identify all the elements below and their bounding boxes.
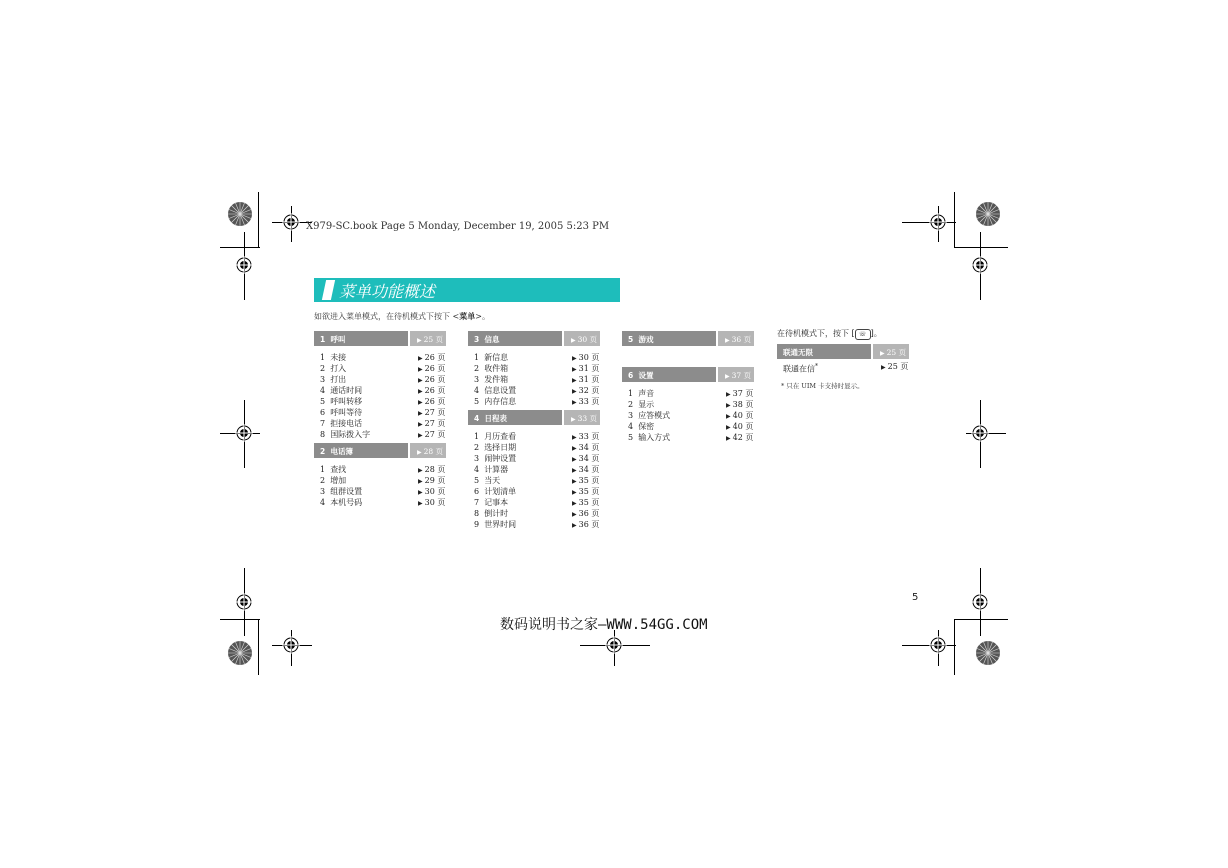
footnote: * 只在 UIM 卡支持时显示。 (781, 382, 864, 390)
list-item: 4 信息设置 ▶ 32 页 (474, 386, 600, 395)
list-item: 2 收件箱 ▶ 31 页 (474, 364, 600, 373)
menu-header (777, 344, 909, 359)
list-item: 5 内存信息 ▶ 33 页 (474, 397, 600, 406)
menu-block-unicom (777, 344, 909, 372)
menu-block-2 (314, 443, 446, 508)
play-triangle-icon: ▶ (418, 421, 423, 428)
phone-send-key-icon: ☏ (855, 329, 871, 340)
list-item: 7 记事本 ▶ 35 页 (474, 498, 600, 507)
list-item: 2 打入 ▶ 26 页 (320, 364, 446, 373)
play-triangle-icon: ▶ (418, 500, 423, 507)
book-file-info: X979-SC.book Page 5 Monday, December 19, 2005 5:23 PM (306, 221, 610, 232)
menu-items (777, 361, 909, 372)
play-triangle-icon: ▶ (418, 366, 423, 373)
play-triangle-icon: ▶ (726, 391, 731, 398)
list-item: 8 倒计时 ▶ 36 页 (474, 509, 600, 518)
menu-header (468, 410, 600, 425)
play-triangle-icon: ▶ (416, 449, 422, 456)
list-item: 7 拒接电话 ▶ 27 页 (320, 419, 446, 428)
play-triangle-icon: ▶ (726, 413, 731, 420)
list-item: 3 应答模式 ▶ 40 页 (628, 411, 754, 420)
menu-header (314, 443, 446, 458)
play-triangle-icon: ▶ (572, 434, 577, 441)
menu-header-title: 1 呼叫 (320, 335, 346, 344)
menu-items (468, 431, 600, 530)
play-triangle-icon: ▶ (572, 511, 577, 518)
play-triangle-icon: ▶ (572, 478, 577, 485)
list-item: 4 本机号码 ▶ 30 页 (320, 498, 446, 507)
list-item: 8 国际拨入字 ▶ 27 页 (320, 430, 446, 439)
menu-header-page: ▶ 33 页 (570, 414, 597, 423)
play-triangle-icon: ▶ (416, 337, 422, 344)
menu-header-page: ▶ 25 页 (879, 348, 906, 357)
play-triangle-icon: ▶ (724, 373, 730, 380)
menu-header (622, 367, 754, 382)
play-triangle-icon: ▶ (570, 416, 576, 423)
play-triangle-icon: ▶ (726, 402, 731, 409)
play-triangle-icon: ▶ (572, 388, 577, 395)
play-triangle-icon: ▶ (572, 456, 577, 463)
menu-items (622, 388, 754, 443)
menu-header-page: ▶ 30 页 (570, 335, 597, 344)
menu-header-title: 5 游戏 (628, 335, 654, 344)
list-item: 2 选择日期 ▶ 34 页 (474, 443, 600, 452)
play-triangle-icon: ▶ (572, 366, 577, 373)
list-item: 1 新信息 ▶ 30 页 (474, 353, 600, 362)
play-triangle-icon: ▶ (418, 377, 423, 384)
title-stripe (322, 280, 335, 300)
play-triangle-icon: ▶ (726, 435, 731, 442)
menu-header (468, 331, 600, 346)
play-triangle-icon: ▶ (572, 355, 577, 362)
menu-header-page: ▶ 25 页 (416, 335, 443, 344)
play-triangle-icon: ▶ (418, 478, 423, 485)
page-number: 5 (912, 592, 919, 603)
play-triangle-icon: ▶ (418, 467, 423, 474)
list-item: 1 声音 ▶ 37 页 (628, 389, 754, 398)
list-item: 2 增加 ▶ 29 页 (320, 476, 446, 485)
menu-block-6 (622, 367, 754, 443)
play-triangle-icon: ▶ (418, 388, 423, 395)
play-triangle-icon: ▶ (726, 424, 731, 431)
list-item: 6 计划清单 ▶ 35 页 (474, 487, 600, 496)
list-item: 5 输入方式 ▶ 42 页 (628, 433, 754, 442)
list-item: 3 打出 ▶ 26 页 (320, 375, 446, 384)
section-title-bar (314, 278, 620, 302)
play-triangle-icon: ▶ (418, 410, 423, 417)
section-title: 菜单功能概述 (339, 282, 436, 301)
play-triangle-icon: ▶ (724, 337, 730, 344)
list-item: 4 保密 ▶ 40 页 (628, 422, 754, 431)
play-triangle-icon: ▶ (572, 522, 577, 529)
menu-items (468, 352, 600, 407)
play-triangle-icon: ▶ (572, 500, 577, 507)
menu-header-page: ▶ 28 页 (416, 447, 443, 456)
play-triangle-icon: ▶ (572, 445, 577, 452)
menu-header-title: 2 电话簿 (320, 447, 353, 456)
list-item: 4 通话时间 ▶ 26 页 (320, 386, 446, 395)
watermark-text: 数码说明书之家—WWW.54GG.COM (500, 617, 708, 633)
play-triangle-icon: ▶ (572, 399, 577, 406)
list-item: 4 计算器 ▶ 34 页 (474, 465, 600, 474)
play-triangle-icon: ▶ (572, 467, 577, 474)
menu-header-title: 3 信息 (474, 335, 500, 344)
menu-header-title: 6 设置 (628, 371, 654, 380)
list-item: 1 月历查看 ▶ 33 页 (474, 432, 600, 441)
intro-text (314, 311, 490, 322)
list-item: 3 闹钟设置 ▶ 34 页 (474, 454, 600, 463)
list-item: 2 显示 ▶ 38 页 (628, 400, 754, 409)
menu-items (314, 352, 446, 440)
menu-block-1 (314, 331, 446, 440)
menu-header-title: 联通无限 (783, 348, 813, 357)
list-item: 联通在信* ▶ 25 页 (783, 362, 909, 374)
menu-header (622, 331, 754, 346)
play-triangle-icon: ▶ (572, 377, 577, 384)
list-item: 1 查找 ▶ 28 页 (320, 465, 446, 474)
list-item: 9 世界时间 ▶ 36 页 (474, 520, 600, 529)
menu-items (314, 464, 446, 508)
menu-header-title: 4 日程表 (474, 414, 507, 423)
menu-block-4 (468, 410, 600, 530)
standby-note: 在待机模式下，按下 [ ☏ ]。 (777, 329, 882, 338)
intro-after: >。 (475, 312, 490, 321)
play-triangle-icon: ▶ (418, 432, 423, 439)
play-triangle-icon: ▶ (418, 489, 423, 496)
menu-header (314, 331, 446, 346)
list-item: 5 呼叫转移 ▶ 26 页 (320, 397, 446, 406)
menu-key-label: 菜单 (459, 312, 476, 321)
menu-header-page: ▶ 37 页 (724, 371, 751, 380)
intro-before: 如欲进入菜单模式，在待机模式下按下 < (314, 312, 460, 321)
list-item: 1 未接 ▶ 26 页 (320, 353, 446, 362)
play-triangle-icon: ▶ (572, 489, 577, 496)
play-triangle-icon: ▶ (879, 350, 885, 357)
menu-block-3 (468, 331, 600, 407)
play-triangle-icon: ▶ (570, 337, 576, 344)
list-item: 3 发件箱 ▶ 31 页 (474, 375, 600, 384)
play-triangle-icon: ▶ (881, 364, 886, 371)
play-triangle-icon: ▶ (418, 355, 423, 362)
list-item: 6 呼叫等待 ▶ 27 页 (320, 408, 446, 417)
play-triangle-icon: ▶ (418, 399, 423, 406)
list-item: 3 组群设置 ▶ 30 页 (320, 487, 446, 496)
menu-header-page: ▶ 36 页 (724, 335, 751, 344)
menu-block-5 (622, 331, 754, 346)
list-item: 5 当天 ▶ 35 页 (474, 476, 600, 485)
